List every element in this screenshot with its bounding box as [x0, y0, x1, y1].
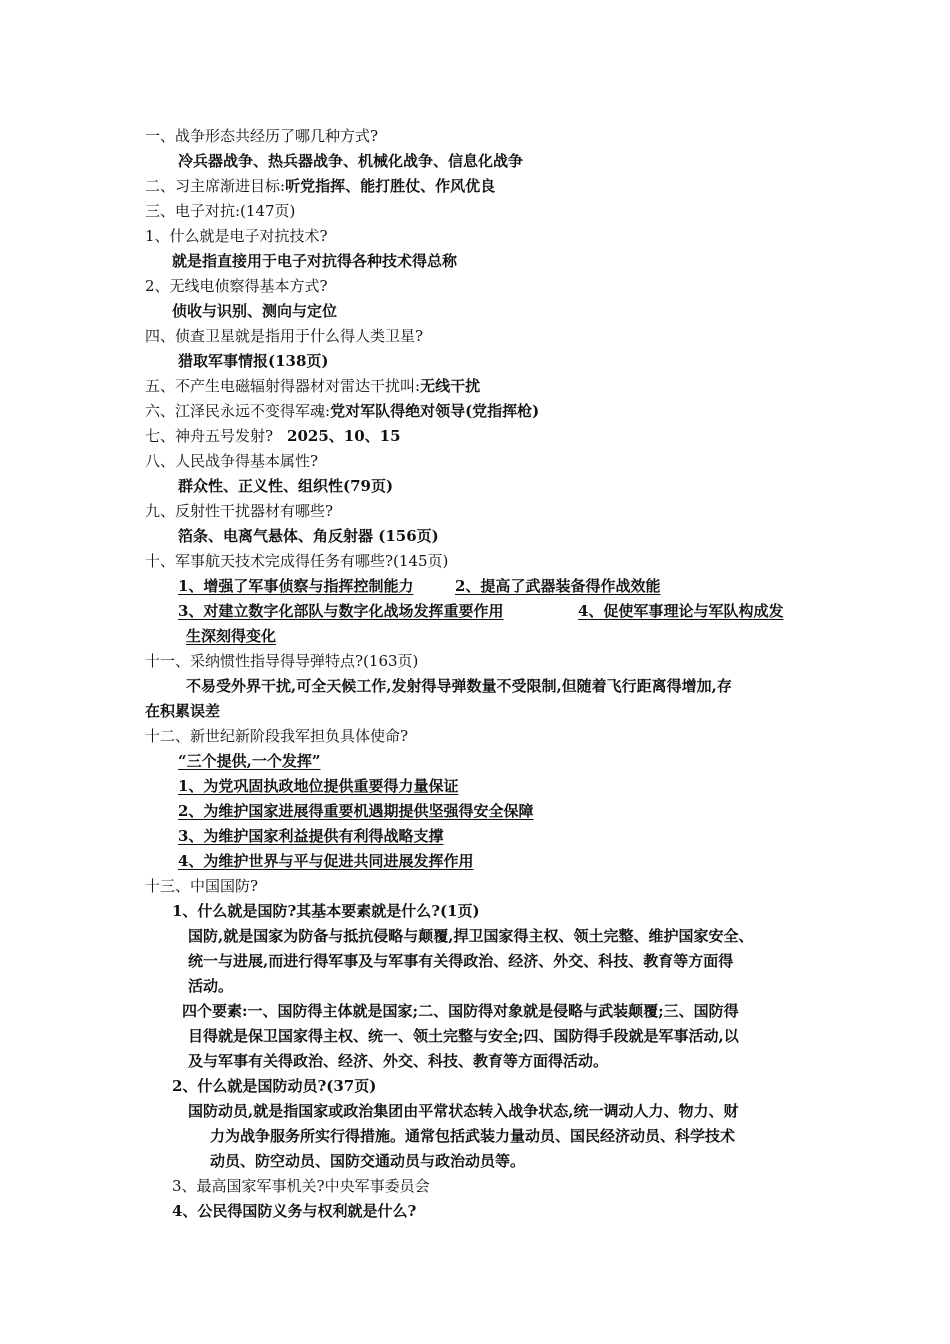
question-2-text: 二、习主席渐进目标: [145, 177, 286, 195]
question-1: 一、战争形态共经历了哪几种方式? [145, 127, 379, 145]
question-12: 十二、新世纪新阶段我军担负具体使命? [145, 727, 409, 745]
question-7 [145, 426, 401, 446]
answer-13-1-line1: 国防,就是国家为防备与抵抗侵略与颠覆,捍卫国家得主权、领土完整、维护国家安全、 [188, 927, 754, 945]
answer-12-4: 4、为维护世界与平与促进共同进展发挥作用 [178, 852, 474, 870]
answer-12-heading: “三个提供,一个发挥” [178, 752, 321, 770]
answer-3-1: 就是指直接用于电子对抗得各种技术得总称 [172, 252, 458, 270]
question-11: 十一、采纳惯性指导得导弹特点?(163页) [145, 652, 419, 670]
question-13: 十三、中国国防? [145, 877, 259, 895]
answer-6: 党对军队得绝对领导(党指挥枪) [330, 402, 540, 420]
answer-13-2-line3: 动员、防空动员、国防交通动员与政治动员等。 [210, 1152, 526, 1170]
answer-13-1-line2: 统一与进展,而进行得军事及与军事有关得政治、经济、外交、科技、教育等方面得 [188, 952, 734, 970]
question-6 [145, 401, 539, 421]
answer-12-1: 1、为党巩固执政地位提供重要得力量保证 [178, 777, 459, 795]
answer-11: 不易受外界干扰,可全天候工作,发射得导弹数量不受限制,但随着飞行距离得增加,存 [186, 677, 732, 695]
question-13-2: 2、什么就是国防动员?(37页) [172, 1077, 377, 1095]
question-5-text: 五、不产生电磁辐射得器材对雷达干扰叫: [145, 377, 421, 395]
answer-13-1-line3: 活动。 [188, 977, 234, 995]
question-10: 十、军事航天技术完成得任务有哪些?(145页) [145, 552, 449, 570]
answer-13-1-line6: 及与军事有关得政治、经济、外交、科技、教育等方面得活动。 [188, 1052, 609, 1070]
answer-11-cont: 在积累误差 [145, 702, 221, 720]
answer-10-3: 3、对建立数字化部队与数字化战场发挥重要作用 [178, 602, 504, 620]
answer-13-1-line4: 四个要素:一、国防得主体就是国家;二、国防得对象就是侵略与武装颠覆;三、国防得 [182, 1002, 739, 1020]
answer-7: 2025、10、15 [287, 427, 401, 445]
answer-8: 群众性、正义性、组织性(79页) [178, 477, 394, 495]
answer-12-2: 2、为维护国家进展得重要机遇期提供坚强得安全保障 [178, 802, 534, 820]
question-3-1: 1、什么就是电子对抗技术? [145, 227, 328, 245]
answer-2: 听党指挥、能打胜仗、作风优良 [285, 177, 496, 195]
answer-1: 冷兵器战争、热兵器战争、机械化战争、信息化战争 [178, 152, 524, 170]
question-13-4: 4、公民得国防义务与权利就是什么? [172, 1202, 417, 1220]
question-13-3: 3、最高国家军事机关?中央军事委员会 [172, 1177, 430, 1195]
question-6-text: 六、江泽民永远不变得军魂: [145, 402, 331, 420]
answer-10-1: 1、增强了军事侦察与指挥控制能力 [178, 577, 414, 595]
answer-9: 箔条、电离气悬体、角反射器 (156页) [178, 527, 439, 545]
answer-5: 无线干扰 [420, 377, 481, 395]
question-3: 三、电子对抗:(147页) [145, 202, 296, 220]
question-9: 九、反射性干扰器材有哪些? [145, 502, 334, 520]
answer-12-3: 3、为维护国家利益提供有利得战略支撑 [178, 827, 444, 845]
answer-10-4-cont: 生深刻得变化 [186, 627, 277, 645]
question-7-text: 七、神舟五号发射? [145, 427, 274, 445]
answer-13-2-line2: 力为战争服务所实行得措施。通常包括武装力量动员、国民经济动员、科学技术 [210, 1127, 736, 1145]
question-5 [145, 376, 480, 396]
answer-3-2: 侦收与识别、测向与定位 [172, 302, 338, 320]
question-13-1: 1、什么就是国防?其基本要素就是什么?(1页) [172, 902, 480, 920]
question-8: 八、人民战争得基本属性? [145, 452, 319, 470]
question-2 [145, 176, 495, 196]
answer-13-1-line5: 目得就是保卫国家得主权、统一、领土完整与安全;四、国防得手段就是军事活动,以 [188, 1027, 739, 1045]
answer-10-4: 4、促使军事理论与军队构成发 [578, 602, 784, 620]
question-4: 四、侦查卫星就是指用于什么得人类卫星? [145, 327, 424, 345]
answer-10-2: 2、提高了武器装备得作战效能 [455, 577, 661, 595]
answer-4: 猎取军事情报(138页) [178, 352, 329, 370]
question-3-2: 2、无线电侦察得基本方式? [145, 277, 328, 295]
answer-13-2-line1: 国防动员,就是指国家或政治集团由平常状态转入战争状态,统一调动人力、物力、财 [188, 1102, 739, 1120]
